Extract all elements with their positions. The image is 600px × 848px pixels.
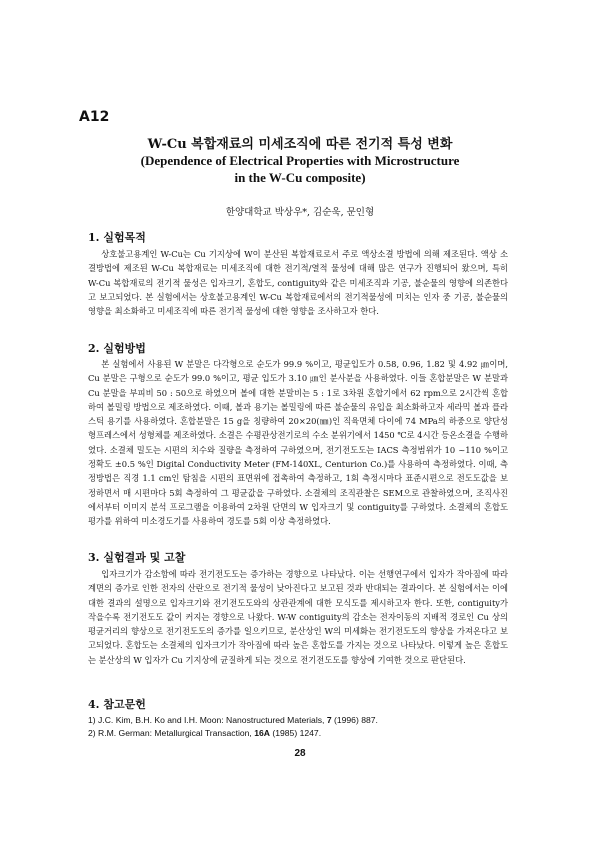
section-heading-method: 2. 실험방법 (88, 342, 146, 355)
page-number: 28 (294, 748, 306, 759)
authors: 한양대학교 박상우*, 김순욱, 문인형 (225, 207, 375, 218)
title-english-line2: in the W-Cu composite) (234, 170, 366, 185)
title-english-line1: (Dependence of Electrical Properties with Microstructure (140, 153, 460, 168)
title-english (0, 152, 600, 186)
section-heading-purpose: 1. 실험목적 (88, 231, 146, 244)
reference-item: 2) R.M. German: Metallurgical Transaction, 16A (1985) 1247. (88, 727, 322, 738)
section-heading-references: 4. 참고문헌 (88, 698, 146, 711)
paper-code: A12 (79, 109, 110, 125)
title-korean: W-Cu 복합재료의 미세조직에 따른 전기적 특성 변화 (147, 137, 453, 152)
section-body-results: 입자크기가 감소함에 따라 전기전도도는 증가하는 경향으로 나타났다. 이는 선행연구에서 입자가 작아짐에 따라 계면의 증가로 인한 전자의 산란으로 전기적 물성이 낮아진다고 보고된 것과 반대되는 결과이다. 본 실험에서는 이에 대한 결과의 설명으로 입자크기와 전기전도도와의 상관관계에 대한 모식도를 제시하고자 한다. 또한, contiguity가 작을수록 전기전도도 값이 커지는 경향으로 나왔다. W-W contiguity의 감소는 전자이동의 지배적 경로인 Cu 상의 평균거리의 향상으로 전기전도도의 증가를 일으키므로, 분산상인 W의 미세화는 전기전도도의 향상을 가져온다고 보고되었다. 혼합도는 소결체의 입자크기가 작아짐에 따라 높은 혼합도를 가지는 것으로 나타났다. 이렇게 높은 혼합도는 분산상의 W 입자가 Cu 기지상에 균질하게 되는 것으로 전기전도도를 향상에 기여한 것으로 판단된다. (88, 569, 508, 665)
reference-item: 1) J.C. Kim, B.H. Ko and I.H. Moon: Nanostructured Materials, 7 (1996) 887. (88, 715, 378, 725)
reference-list (88, 714, 518, 739)
section-body-purpose: 상호불고용계인 W-Cu는 Cu 기지상에 W이 분산된 복합재료로서 주로 액상소결 방법에 의해 제조된다. 액상 소결방법에 제조된 W-Cu 복합재료는 미세조직에 대한 전기적/열적 물성에 대해 많은 연구가 진행되어 왔으며, 특히 W-Cu 복합재료의 전기적 물성은 입자크기, 혼합도, contiguity와 같은 미세조직과 기공, 불순물의 영향에 의존한다고 보고되었다. 본 실험에서는 상호불고용계인 W-Cu 복합재료에서의 전기적물성에 미치는 인자 중 기공, 불순물의 영향을 최소화하고 미세조직에 따른 전기적 물성에 대한 영향을 조사하고자 한다. (88, 249, 508, 317)
section-body-method: 본 실험에서 사용된 W 분말은 다각형으로 순도가 99.9 %이고, 평균입도가 0.58, 0.96, 1.82 및 4.92 ㎛이며, Cu 분말은 구형으로 순도가 99.0 %이고, 평균 입도가 3.10 ㎛인 분사분을 사용하였다. 이들 혼합분말은 W 분말과 Cu 분말을 부피비 50 : 50으로 하였으며 볼에 대한 분말비는 5 : 1로 3차원 혼합기에서 62 rpm으로 2시간씩 혼합하여 볼밀링 방법으로 제조하였다. 이때, 볼과 용기는 볼밀링에 따른 불순물의 유입을 최소화하고자 세라믹 볼과 플라스틱 용기를 사용하였다. 혼합분말은 15 g을 칭량하여 20×20(㎜)인 직육면체 다이에 74 MPa의 하중으로 양단성형프레스에서 성형체를 제조하였다. 소결은 수평관상전기로의 수소 분위기에서 1450 ℃로 4시간 등온소결을 수행하였다. 소결체 밀도는 시편의 치수와 질량을 측정하여 구하였으며, 전기전도도는 IACS 측정범위가 10 ~110 %이고 정확도 ±0.5 %인 Digital Conductivity Meter (FM-140XL, Centurion Co.)를 사용하여 측정하였다. 이때, 측정방법은 직경 1.1 cm인 탐침을 시편의 표면위에 접촉하여 측정하고, 1회 측정시마다 표준시편으로 전도도값을 보정하면서 매 시편마다 5회 측정하여 그 평균값을 구하였다. 소결체의 조직관찰은 SEM으로 관찰하였으며, 조직사진에서부터 이미지 분석 프로그램을 이용하여 2차원 단면의 W 입자크기 및 contiguity를 구하였다. 소결체의 혼합도 평가를 위하여 미소경도기를 사용하여 경도를 5회 이상 측정하였다. (88, 359, 508, 527)
section-heading-results: 3. 실험결과 및 고찰 (88, 551, 186, 564)
